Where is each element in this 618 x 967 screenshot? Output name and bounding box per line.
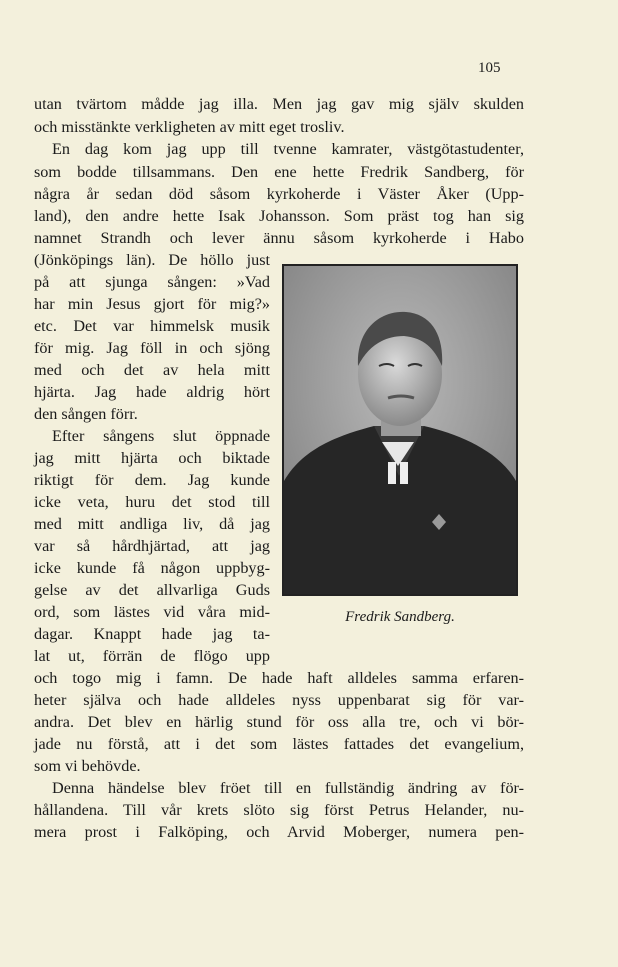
text-line: gelse av det allvarliga Guds <box>34 581 270 599</box>
text-line: med mitt andliga liv, då jag <box>34 515 270 533</box>
text-line: ord, som lästes vid våra mid- <box>34 603 270 621</box>
text-line: med och det av hela mitt <box>34 361 270 379</box>
text-line: några år sedan död såsom kyrkoherde i Väster Åker (Upp- <box>34 185 524 203</box>
photo-caption: Fredrik Sandberg. <box>345 609 455 625</box>
text-line: riktigt för dem. Jag kunde <box>34 471 270 489</box>
text-line: för mig. Jag föll in och sjöng <box>34 339 270 357</box>
text-line: land), den andre hette Isak Johansson. Som präst tog han sig <box>34 207 524 225</box>
text-line: En dag kom jag upp till tvenne kamrater, västgötastudenter, <box>52 140 524 158</box>
text-line: icke veta, huru det stod till <box>34 493 270 511</box>
portrait-illustration <box>284 266 516 594</box>
text-line: (Jönköpings län). De höllo just <box>34 251 270 269</box>
text-line: icke kunde få någon uppbyg- <box>34 559 270 577</box>
text-line: Denna händelse blev fröet till en fullständig ändring av för- <box>52 779 524 797</box>
text-line: andra. Det blev en härlig stund för oss alla tre, och vi bör- <box>34 713 524 731</box>
text-line: och togo mig i famn. De hade haft alldeles samma erfaren- <box>34 669 524 687</box>
text-line: som vi behövde. <box>34 757 141 775</box>
text-line: hjärta. Jag hade aldrig hört <box>34 383 270 401</box>
text-line: Efter sångens slut öppnade <box>52 427 270 445</box>
text-line: som bodde tillsammans. Den ene hette Fredrik Sandberg, för <box>34 163 524 181</box>
text-line: var så hårdhjärtad, att jag <box>34 537 270 555</box>
text-line: namnet Strandh och lever ännu såsom kyrkoherde i Habo <box>34 229 524 247</box>
text-line: utan tvärtom mådde jag illa. Men jag gav mig själv skulden <box>34 95 524 113</box>
text-line: mera prost i Falköping, och Arvid Moberger, numera pen- <box>34 823 524 841</box>
text-line: etc. Det var himmelsk musik <box>34 317 270 335</box>
text-line: jag mitt hjärta och biktade <box>34 449 270 467</box>
text-line: på att sjunga sången: »Vad <box>34 273 270 291</box>
text-line: lat ut, förrän de flögo upp <box>34 647 270 665</box>
text-line: jade nu förstå, att i det som lästes fattades det evangelium, <box>34 735 524 753</box>
portrait-photo <box>282 264 518 596</box>
text-line: heter själva och hade alldeles nyss uppenbarat sig för var- <box>34 691 524 709</box>
text-line: och misstänkte verkligheten av mitt eget trosliv. <box>34 118 345 136</box>
text-line: hållandena. Till vår krets slöto sig först Petrus Helander, nu- <box>34 801 524 819</box>
text-line: den sången förr. <box>34 405 138 423</box>
text-line: dagar. Knappt hade jag ta- <box>34 625 270 643</box>
text-line: har min Jesus gjort för mig?» <box>34 295 270 313</box>
page-number: 105 <box>478 60 501 76</box>
